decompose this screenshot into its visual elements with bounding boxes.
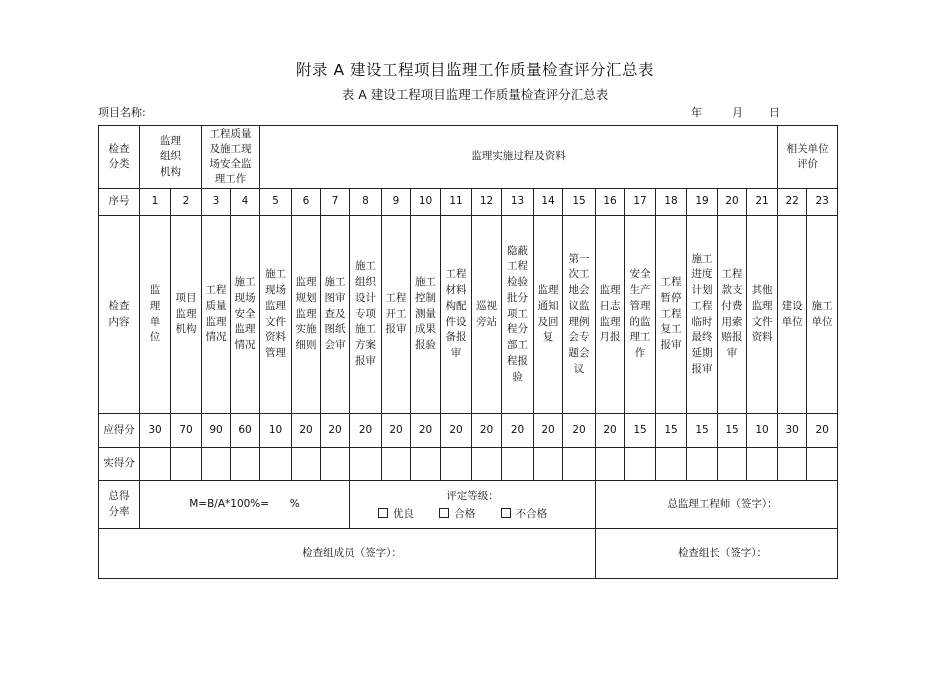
content-label-cell xyxy=(99,216,140,414)
due-score: 70 xyxy=(179,423,193,436)
seq-cell xyxy=(778,189,807,216)
due-score-cell xyxy=(625,414,656,448)
due-score-cell xyxy=(140,414,171,448)
seq-number: 22 xyxy=(785,195,799,208)
content-item: 施工现场监理文件资料管理 xyxy=(264,268,286,359)
actual-score-cell[interactable] xyxy=(718,448,747,481)
seq-row xyxy=(99,189,838,216)
due-score-cell xyxy=(411,414,441,448)
content-cell xyxy=(687,216,718,414)
content-cell xyxy=(202,216,231,414)
actual-score-cell[interactable] xyxy=(534,448,563,481)
content-item: 工程材料构配件设备报审 xyxy=(445,268,467,359)
seq-cell xyxy=(718,189,747,216)
actual-score-cell[interactable] xyxy=(778,448,807,481)
due-score: 20 xyxy=(389,423,403,436)
seq-cell xyxy=(472,189,502,216)
content-item: 监理通知及回复 xyxy=(537,284,559,344)
checkbox-icon[interactable] xyxy=(501,508,511,518)
seq-cell xyxy=(502,189,534,216)
category-related-units: 相关单位 评价 xyxy=(786,142,829,170)
actual-score-cell[interactable] xyxy=(596,448,625,481)
actual-score-cell[interactable] xyxy=(171,448,202,481)
chief-engineer-label: 总监理工程师（签字）： xyxy=(667,497,778,510)
total-rate-label-cell xyxy=(99,481,140,529)
content-item: 施工图审查及图纸会审 xyxy=(324,276,346,352)
due-score-cell xyxy=(502,414,534,448)
rating-option-fail[interactable] xyxy=(501,508,548,520)
actual-score-cell[interactable] xyxy=(260,448,292,481)
seq-number: 13 xyxy=(510,195,525,208)
total-rate-label: 总得 分率 xyxy=(108,490,130,518)
total-rate-row xyxy=(99,481,838,529)
seq-cell xyxy=(140,189,171,216)
document-title: 附录 A 建设工程项目监理工作质量检查评分汇总表 xyxy=(296,61,654,79)
content-cell xyxy=(321,216,350,414)
seq-number: 12 xyxy=(479,195,494,208)
content-item: 监理规划监理实施细则 xyxy=(295,276,317,352)
actual-score-cell[interactable] xyxy=(656,448,687,481)
seq-cell xyxy=(382,189,411,216)
due-score-label: 应得分 xyxy=(103,423,135,436)
content-item: 工程暂停工程复工报审 xyxy=(660,276,682,352)
date-year-label: 年 xyxy=(691,106,702,119)
due-score-cell xyxy=(534,414,563,448)
due-score-label-cell xyxy=(99,414,140,448)
seq-cell xyxy=(231,189,260,216)
actual-score-cell[interactable] xyxy=(563,448,596,481)
due-score: 20 xyxy=(418,423,433,436)
due-score: 10 xyxy=(268,423,283,436)
actual-score-cell[interactable] xyxy=(292,448,321,481)
content-item: 监理单位 xyxy=(149,284,161,344)
content-item: 建设单位 xyxy=(781,299,803,328)
seq-cell xyxy=(411,189,441,216)
seq-cell xyxy=(260,189,292,216)
actual-score-cell[interactable] xyxy=(231,448,260,481)
content-label: 检查 内容 xyxy=(108,300,130,328)
content-item: 隐蔽工程检验批分项工程分部工程报验 xyxy=(506,244,528,383)
category-label: 检查 分类 xyxy=(108,142,130,170)
category-quality-safety: 工程质量 及施工现 场安全监 理工作 xyxy=(209,127,252,186)
category-row xyxy=(99,126,838,189)
signature-row xyxy=(99,529,838,579)
content-item: 施工组织设计专项施工方案报审 xyxy=(354,260,376,367)
seq-label: 序号 xyxy=(108,195,130,208)
due-score: 20 xyxy=(510,423,525,436)
seq-number: 17 xyxy=(633,195,647,208)
due-score-cell xyxy=(656,414,687,448)
seq-number: 6 xyxy=(302,195,310,208)
content-cell xyxy=(502,216,534,414)
due-score: 20 xyxy=(572,423,586,436)
actual-score-cell[interactable] xyxy=(625,448,656,481)
actual-score-cell[interactable] xyxy=(747,448,778,481)
rating-option-label: 合格 xyxy=(454,508,476,521)
content-cell xyxy=(778,216,807,414)
content-item: 其他监理文件资料 xyxy=(751,284,773,344)
seq-cell xyxy=(202,189,231,216)
category-cell xyxy=(260,126,778,189)
due-score-cell xyxy=(292,414,321,448)
content-cell xyxy=(747,216,778,414)
rating-option-label: 不合格 xyxy=(515,508,548,521)
seq-number: 15 xyxy=(572,195,586,208)
checkbox-icon[interactable] xyxy=(439,508,449,518)
seq-number: 4 xyxy=(241,195,249,208)
seq-cell xyxy=(321,189,350,216)
seq-number: 8 xyxy=(362,195,369,208)
content-cell xyxy=(140,216,171,414)
due-score-cell xyxy=(231,414,260,448)
seq-number: 11 xyxy=(449,195,463,208)
category-org: 监理 组织 机构 xyxy=(160,135,181,178)
actual-score-label-cell xyxy=(99,448,140,481)
actual-score-cell[interactable] xyxy=(687,448,718,481)
content-cell xyxy=(411,216,441,414)
content-cell xyxy=(596,216,625,414)
due-score-cell xyxy=(321,414,350,448)
seq-number: 21 xyxy=(755,195,769,208)
category-label-cell xyxy=(99,126,140,189)
due-score-cell xyxy=(171,414,202,448)
content-item: 监理日志监理月报 xyxy=(599,284,621,344)
seq-number: 23 xyxy=(815,195,829,208)
content-item: 巡视旁站 xyxy=(475,299,497,328)
due-score: 20 xyxy=(479,423,494,436)
seq-cell xyxy=(656,189,687,216)
due-score-cell xyxy=(441,414,472,448)
due-score: 30 xyxy=(785,423,799,436)
actual-score-cell[interactable] xyxy=(382,448,411,481)
content-cell xyxy=(441,216,472,414)
formula-text: M=B/A*100%= xyxy=(189,497,270,510)
content-row xyxy=(99,216,838,414)
content-cell xyxy=(807,216,838,414)
summary-table xyxy=(98,125,838,579)
category-cell xyxy=(140,126,202,189)
rating-cell xyxy=(350,481,596,529)
due-score: 90 xyxy=(209,423,223,436)
rating-option-pass[interactable] xyxy=(439,508,475,520)
due-score-cell xyxy=(807,414,838,448)
content-cell xyxy=(350,216,382,414)
actual-score-cell[interactable] xyxy=(202,448,231,481)
percent-sign: % xyxy=(289,497,300,510)
actual-score-cell[interactable] xyxy=(807,448,838,481)
seq-cell xyxy=(563,189,596,216)
content-item: 施工现场安全监理情况 xyxy=(234,276,256,352)
seq-number: 3 xyxy=(212,195,220,208)
seq-number: 9 xyxy=(392,195,400,208)
actual-score-label: 实得分 xyxy=(103,457,135,470)
due-score: 20 xyxy=(815,423,829,436)
seq-cell xyxy=(292,189,321,216)
seq-number: 19 xyxy=(695,195,709,208)
table-title: 表 A 建设工程项目监理工作质量检查评分汇总表 xyxy=(341,87,609,102)
seq-number: 20 xyxy=(725,195,739,208)
seq-cell xyxy=(807,189,838,216)
content-cell xyxy=(656,216,687,414)
seq-cell xyxy=(747,189,778,216)
category-cell xyxy=(202,126,260,189)
category-process-docs: 监理实施过程及资料 xyxy=(471,150,566,163)
content-item: 施工控制测量成果报验 xyxy=(414,276,436,352)
content-cell xyxy=(625,216,656,414)
seq-cell xyxy=(441,189,472,216)
content-item: 项目监理机构 xyxy=(175,291,197,336)
content-cell xyxy=(260,216,292,414)
content-cell xyxy=(563,216,596,414)
due-score-row xyxy=(99,414,838,448)
due-score-cell xyxy=(202,414,231,448)
date-month-label: 月 xyxy=(732,106,743,119)
category-cell xyxy=(778,126,838,189)
content-cell xyxy=(382,216,411,414)
due-score-cell xyxy=(778,414,807,448)
due-score-cell xyxy=(747,414,778,448)
seq-number: 5 xyxy=(272,195,279,208)
actual-score-cell[interactable] xyxy=(140,448,171,481)
due-score: 60 xyxy=(238,423,252,436)
due-score: 20 xyxy=(449,423,463,436)
due-score-cell xyxy=(350,414,382,448)
seq-cell xyxy=(534,189,563,216)
seq-cell xyxy=(596,189,625,216)
content-cell xyxy=(534,216,563,414)
team-leader-label: 检查组长（签字）： xyxy=(677,546,768,559)
actual-score-cell[interactable] xyxy=(441,448,472,481)
content-cell xyxy=(231,216,260,414)
seq-number: 14 xyxy=(541,195,555,208)
due-score: 20 xyxy=(541,423,555,436)
due-score-cell xyxy=(718,414,747,448)
content-item: 安全生产管理的监理工作 xyxy=(629,268,651,359)
due-score: 15 xyxy=(695,423,709,436)
seq-number: 10 xyxy=(418,195,433,208)
team-leader-cell[interactable] xyxy=(596,529,838,579)
due-score: 20 xyxy=(358,423,373,436)
due-score-cell xyxy=(687,414,718,448)
actual-score-cell[interactable] xyxy=(502,448,534,481)
content-item: 工程款支付费用索赔报审 xyxy=(721,268,743,359)
date-day-label: 日 xyxy=(769,106,780,119)
seq-label-cell xyxy=(99,189,140,216)
due-score: 20 xyxy=(603,423,617,436)
due-score: 15 xyxy=(633,423,647,436)
chief-engineer-cell[interactable] xyxy=(596,481,838,529)
rating-label: 评定等级： xyxy=(446,490,499,502)
due-score-cell xyxy=(596,414,625,448)
due-score: 30 xyxy=(148,423,162,436)
seq-number: 16 xyxy=(603,195,617,208)
actual-score-cell[interactable] xyxy=(350,448,382,481)
content-item: 施工进度计划工程临时最终延期报审 xyxy=(691,252,713,375)
due-score-cell xyxy=(563,414,596,448)
seq-cell xyxy=(625,189,656,216)
due-score: 15 xyxy=(725,423,739,436)
actual-score-row xyxy=(99,448,838,481)
due-score-cell xyxy=(472,414,502,448)
seq-number: 7 xyxy=(331,195,339,208)
rating-option-label: 优良 xyxy=(392,508,414,521)
actual-score-cell[interactable] xyxy=(472,448,502,481)
project-name-label: 项目名称: xyxy=(98,106,146,119)
content-cell xyxy=(472,216,502,414)
content-item: 施工单位 xyxy=(811,299,833,328)
due-score: 10 xyxy=(755,423,769,436)
seq-number: 18 xyxy=(664,195,678,208)
seq-cell xyxy=(350,189,382,216)
checkbox-icon[interactable] xyxy=(378,508,388,518)
team-members-cell[interactable] xyxy=(99,529,596,579)
team-members-label: 检查组成员（签字）： xyxy=(302,546,402,559)
formula-cell[interactable] xyxy=(140,481,350,529)
seq-cell xyxy=(687,189,718,216)
content-cell xyxy=(292,216,321,414)
due-score: 20 xyxy=(299,423,313,436)
content-cell xyxy=(171,216,202,414)
actual-score-cell[interactable] xyxy=(411,448,441,481)
due-score: 20 xyxy=(328,423,342,436)
due-score-cell xyxy=(382,414,411,448)
seq-cell xyxy=(171,189,202,216)
content-item: 第一次工地会议监理例会专题会议 xyxy=(568,252,590,375)
content-cell xyxy=(718,216,747,414)
due-score-cell xyxy=(260,414,292,448)
actual-score-cell[interactable] xyxy=(321,448,350,481)
seq-number: 2 xyxy=(182,195,190,208)
content-item: 工程质量监理情况 xyxy=(205,284,227,344)
seq-number: 1 xyxy=(151,195,159,208)
rating-option-excellent[interactable] xyxy=(378,508,414,520)
due-score: 15 xyxy=(664,423,678,436)
content-item: 工程开工报审 xyxy=(385,291,407,336)
